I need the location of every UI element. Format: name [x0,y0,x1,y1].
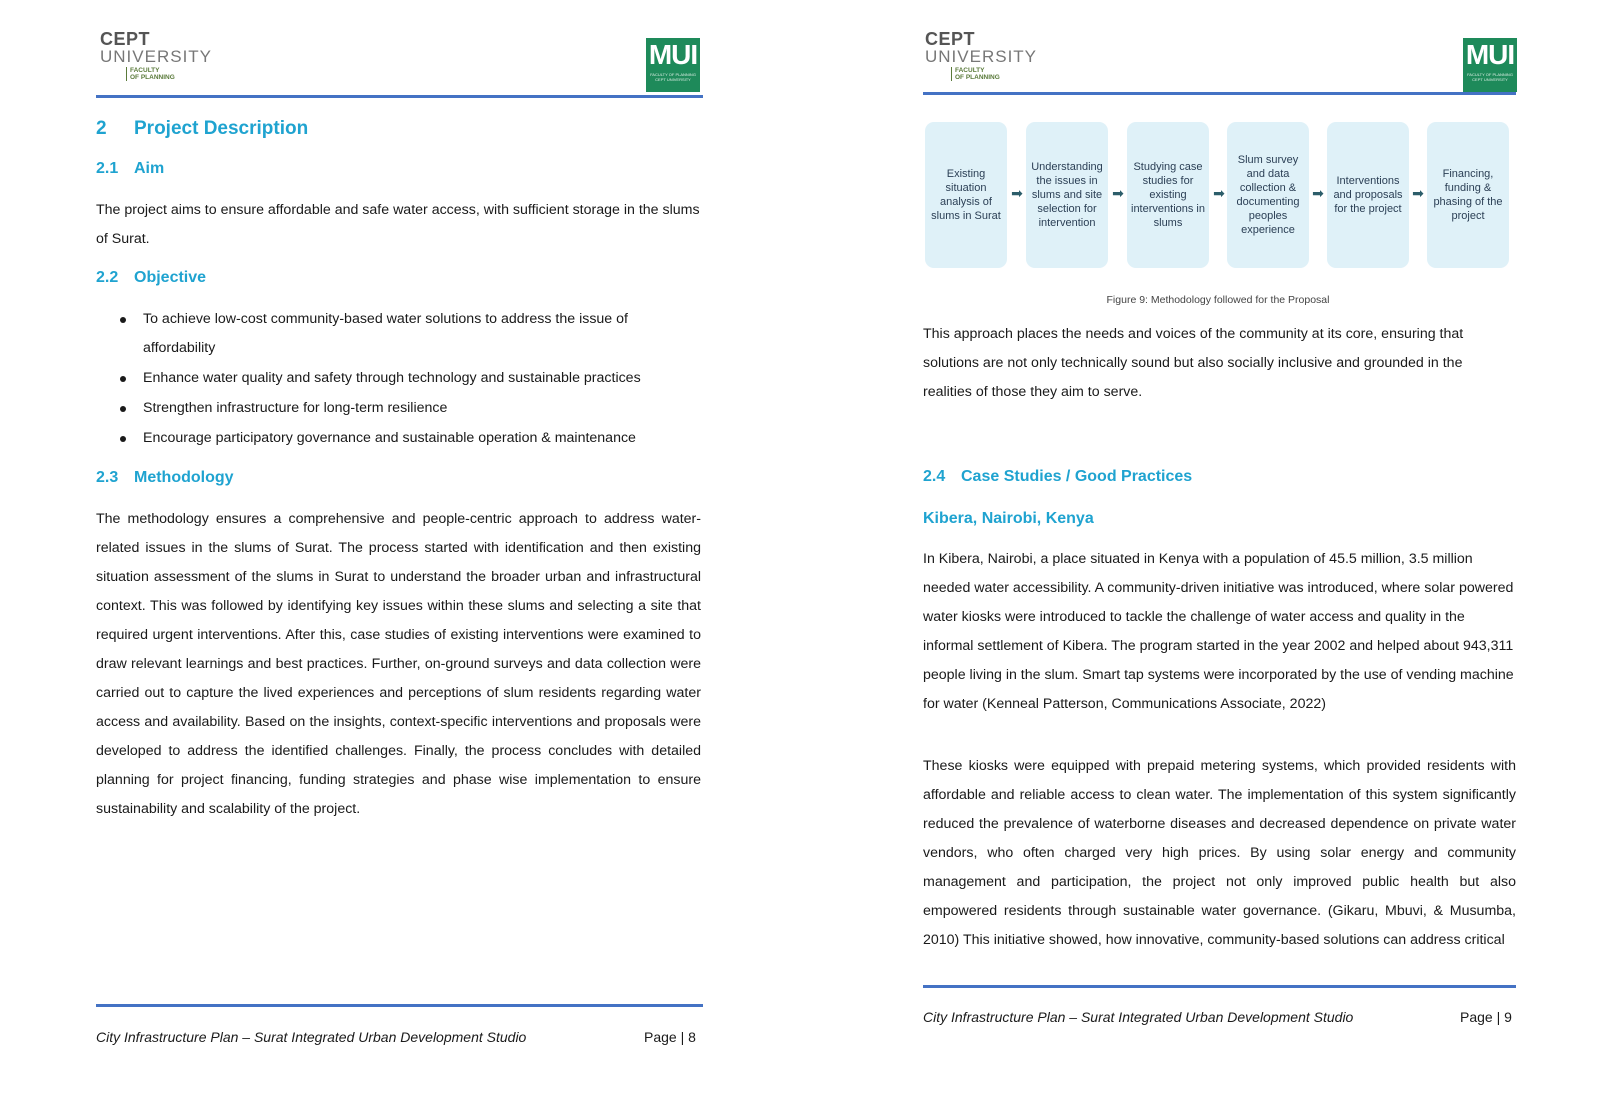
section-title: Project Description [134,118,309,139]
mui-logo-text: MUI [648,39,698,70]
arrow-right-icon: ➡ [1112,185,1124,201]
objective-item: Strengthen infrastructure for long-term resilience [96,394,696,423]
cept-logo-subtitle [951,67,1035,81]
mui-logo-text: MUI [1465,39,1515,70]
footer-rule [923,985,1516,988]
case-studies-title: Case Studies / Good Practices [961,468,1193,485]
arrow-right-icon: ➡ [1412,185,1424,201]
cept-sub-1: FACULTY [955,67,985,74]
aim-paragraph: The project aims to ensure affordable and safe water access, with sufficient storage in the slums of Surat. [96,202,700,247]
aim-heading [96,160,164,178]
diagram-step-4: Slum survey and data collection & documenting peoples experience [1227,122,1309,268]
cept-university-logo [925,29,1038,82]
objective-item: Encourage participatory governance and sustainable operation & maintenance [96,424,696,453]
methodology-diagram [925,122,1511,268]
cept-university-logo [100,29,213,82]
footer-title: City Infrastructure Plan – Surat Integrated Urban Development Studio [923,1009,1354,1025]
objective-heading [96,269,206,287]
cept-logo-line2: UNIVERSITY [925,47,1038,66]
case-study-subtitle: Kibera, Nairobi, Kenya [923,510,1094,527]
methodology-title: Methodology [134,469,234,486]
case-study-paragraph-2: These kiosks were equipped with prepaid metering systems, which provided residents with affordable and reliable access to clean water. The implementation of this system significantly reduced the prevalence of waterborne diseases and decreased dependence on private water vendors, who often charged very high prices. By using solar energy and community management and participation, the project not only improved public health but also empowered residents through sustainable water governance. (Gikaru, Mbuvi, & Musumba, 2010) This initiative showed, how innovative, community-based solutions can address critical [923,758,1516,948]
aim-title: Aim [134,160,165,177]
objective-item: Enhance water quality and safety through technology and sustainable practices [96,364,696,393]
methodology-paragraph: The methodology ensures a comprehensive and people-centric approach to address water-related issues in the slums of Surat. The process started with identification and then existing situation assessment of the slums in Surat to understand the broader urban and infrastructural context. This was followed by identifying key issues within these slums and selecting a site that required urgent interventions. After this, case studies of existing interventions were examined to draw relevant learnings and best practices. Further, on-ground surveys and data collection were carried out to capture the lived experiences and perceptions of slum residents regarding water access and availability. Based on the insights, context-specific interventions and proposals were developed to address the identified challenges. Finally, the process concludes with detailed planning for project financing, funding strategies and phase wise implementation to ensure sustainability and scalability of the project. [96,511,701,817]
cept-logo-subtitle [126,67,210,81]
cept-logo-line1: CEPT [100,29,151,49]
diagram-step-2: Understanding the issues in slums and site selection for intervention [1026,122,1108,268]
objective-title: Objective [134,269,207,286]
arrow-right-icon: ➡ [1213,185,1225,201]
cept-sub-2: OF PLANNING [130,74,175,81]
mui-logo-sub2: CEPT UNIVERSITY [655,77,691,82]
section-number: 2 [96,118,107,139]
cept-logo-line1: CEPT [925,29,976,49]
cept-sub-2: OF PLANNING [955,74,1000,81]
section-heading [96,118,308,140]
mui-logo [646,38,700,92]
case-studies-heading [923,468,1192,486]
header-rule [923,92,1516,95]
methodology-number: 2.3 [96,469,119,486]
diagram-step-3: Studying case studies for existing interventions in slums [1127,122,1209,268]
diagram-step-1: Existing situation analysis of slums in Surat [925,122,1007,268]
figure-caption: Figure 9: Methodology followed for the Proposal [1106,294,1330,306]
methodology-heading [96,469,234,487]
objective-number: 2.2 [96,269,119,286]
objectives-list [96,305,696,454]
page-number: Page | 8 [644,1029,696,1045]
cept-logo-line2: UNIVERSITY [100,47,213,66]
diagram-step-6: Financing, funding & phasing of the project [1427,122,1509,268]
cept-sub-1: FACULTY [130,67,160,74]
arrow-right-icon: ➡ [1011,185,1023,201]
mui-logo-sub: FACULTY OF PLANNING [650,72,696,77]
approach-paragraph: This approach places the needs and voices of the community at its core, ensuring that solutions are not only technically sound but also socially inclusive and grounded in the realities of those they aim to serve. [923,326,1464,400]
aim-number: 2.1 [96,160,119,177]
diagram-step-5: Interventions and proposals for the project [1327,122,1409,268]
objective-item: To achieve low-cost community-based water solutions to address the issue of affordability [96,305,696,363]
mui-logo-sub2: CEPT UNIVERSITY [1472,77,1508,82]
case-study-paragraph-1: In Kibera, Nairobi, a place situated in Kenya with a population of 45.5 million, 3.5 million needed water accessibility. A community-driven initiative was introduced, where solar powered water kiosks were introduced to tackle the challenge of water access and quality in the informal settlement of Kibera. The program started in the year 2002 and helped about 943,311 people living in the slum. Smart tap systems were incorporated by the use of vending machine for water (Kenneal Patterson, Communications Associate, 2022) [923,551,1514,712]
case-studies-number: 2.4 [923,468,946,485]
mui-logo [1463,38,1517,92]
footer-rule [96,1004,703,1007]
footer-title: City Infrastructure Plan – Surat Integrated Urban Development Studio [96,1029,527,1045]
page-number: Page | 9 [1460,1009,1512,1025]
header-rule [96,95,703,98]
mui-logo-sub: FACULTY OF PLANNING [1467,72,1513,77]
arrow-right-icon: ➡ [1312,185,1324,201]
